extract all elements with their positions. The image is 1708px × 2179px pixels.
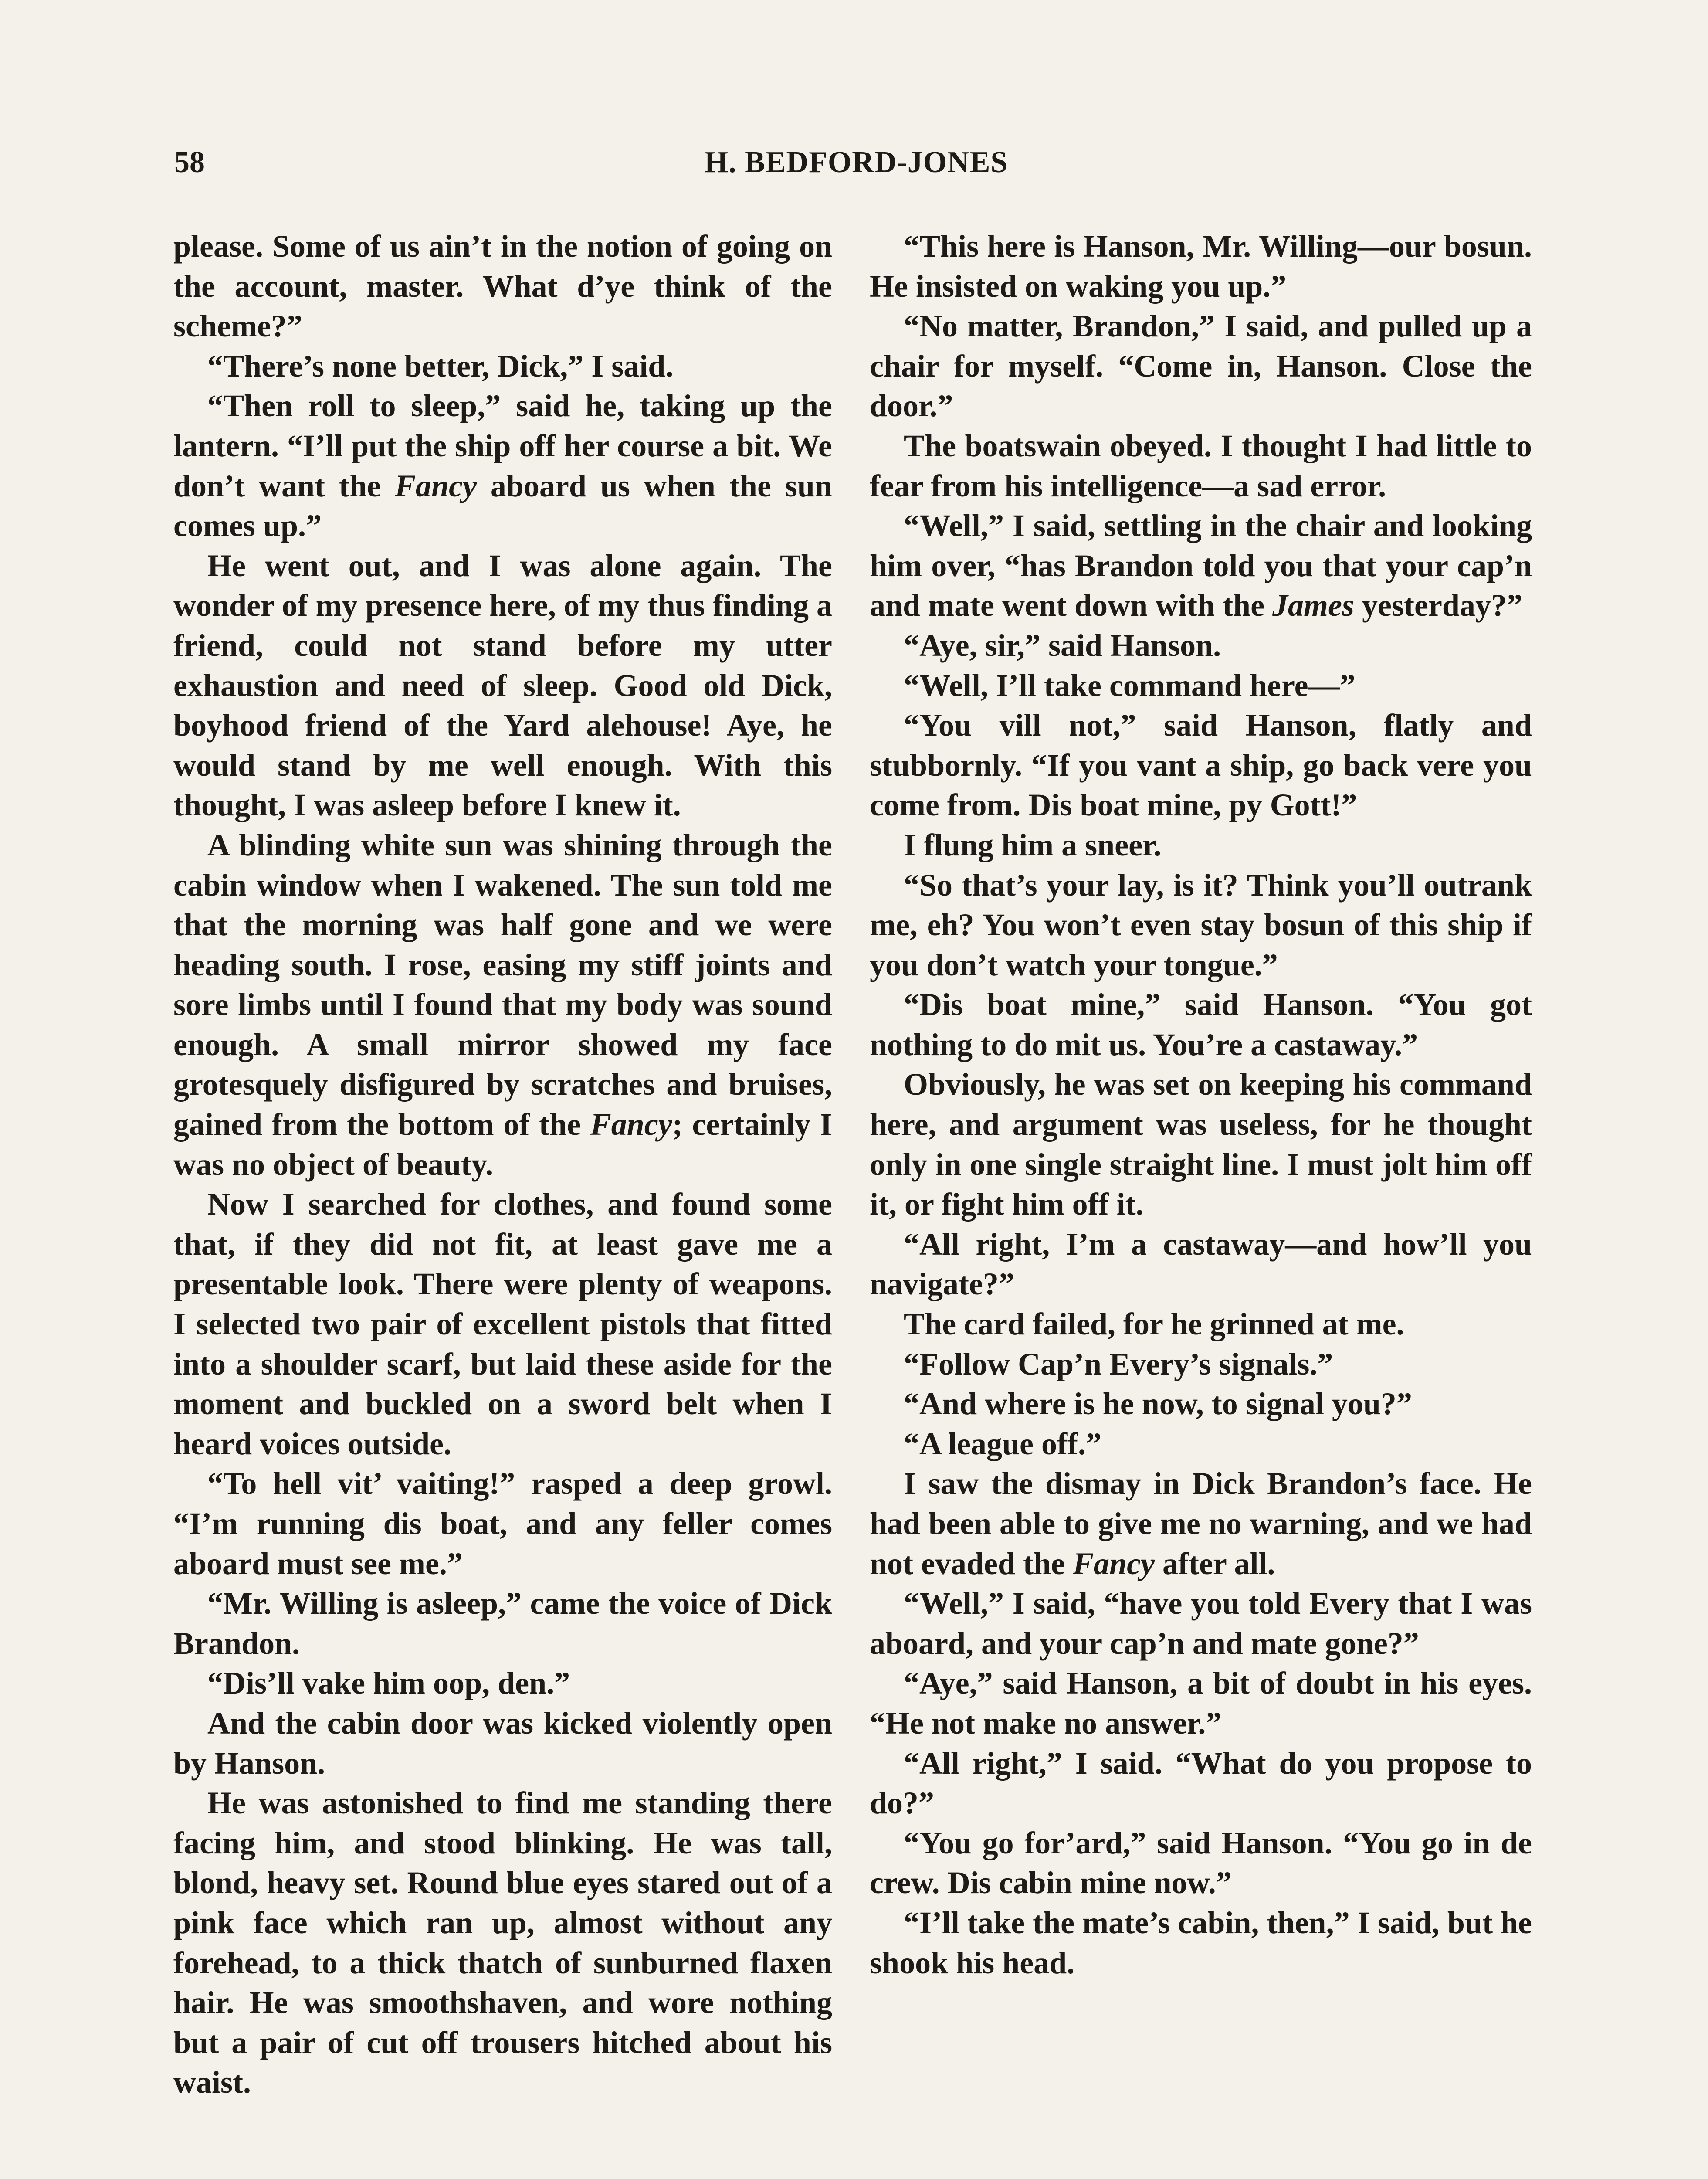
paragraph: “Well,” I said, settling in the chair and looking him over, “has Brandon told you that your cap’n and mate went down with the James yesterday?” bbox=[870, 508, 1532, 623]
left-column bbox=[173, 227, 832, 2103]
paragraph: “All right,” I said. “What do you propose to do?” bbox=[870, 1745, 1532, 1821]
paragraph: And the cabin door was kicked violently open by Hanson. bbox=[173, 1705, 832, 1781]
paragraph: “Dis boat mine,” said Hanson. “You got nothing to do mit us. You’re a castaway.” bbox=[870, 987, 1532, 1062]
paragraph: A blinding white sun was shining through the cabin window when I wakened. The sun told me that the morning was half gone and we were heading south. I rose, easing my stiff joints and sore limbs until I found that my body was sound enough. A small mirror showed my face grotesquely disfigured by scratches and bruises, gained from the bottom of the Fancy; certainly I was no object of beauty. bbox=[173, 827, 832, 1182]
paragraph: The boatswain obeyed. I thought I had little to fear from his intelligence—a sad error. bbox=[870, 428, 1532, 503]
paragraph: “Dis’ll vake him oop, den.” bbox=[207, 1666, 570, 1701]
paragraph: “Well,” I said, “have you told Every that I was aboard, and your cap’n and mate gone?” bbox=[870, 1586, 1532, 1661]
paragraph: I saw the dismay in Dick Brandon’s face. He had been able to give me no warning, and we had not evaded the Fancy after all. bbox=[870, 1466, 1532, 1581]
paragraph: “There’s none better, Dick,” I said. bbox=[207, 348, 674, 384]
paragraph: “Aye,” said Hanson, a bit of doubt in his eyes. “He not make no answer.” bbox=[870, 1666, 1532, 1741]
paragraph: “I’ll take the mate’s cabin, then,” I said, but he shook his head. bbox=[870, 1905, 1532, 1980]
paragraph: “A league off.” bbox=[904, 1426, 1101, 1461]
paragraph: “No matter, Brandon,” I said, and pulled up a chair for myself. “Come in, Hanson. Close the door.” bbox=[870, 309, 1532, 424]
paragraph: “Then roll to sleep,” said he, taking up the lantern. “I’ll put the ship off her course a bit. We don’t want the Fancy aboard us when the sun comes up.” bbox=[173, 388, 832, 543]
paragraph: He went out, and I was alone again. The wonder of my presence here, of my thus finding a friend, could not stand before my utter exhaustion and need of sleep. Good old Dick, boyhood friend of the Yard alehouse! Aye, he would stand by me well enough. With this thought, I was asleep before I knew it. bbox=[173, 548, 832, 823]
paragraph: “Well, I’ll take command here—” bbox=[904, 668, 1356, 703]
paragraph: “Mr. Willing is asleep,” came the voice of Dick Brandon. bbox=[173, 1586, 832, 1661]
paragraph: The card failed, for he grinned at me. bbox=[904, 1307, 1404, 1342]
paragraph: I flung him a sneer. bbox=[904, 827, 1162, 862]
paragraph: “You vill not,” said Hanson, flatly and stubbornly. “If you vant a ship, go back vere you come from. Dis boat mine, py Gott!” bbox=[870, 708, 1532, 823]
paragraph: “Follow Cap’n Every’s signals.” bbox=[904, 1346, 1333, 1381]
paragraph: He was astonished to find me standing there facing him, and stood blinking. He was tall, blond, heavy set. Round blue eyes stared out of a pink face which ran up, almost without any forehead, to a thick thatch of sunburned flaxen hair. He was smoothshaven, and wore nothing but a pair of cut off trousers hitched about his waist. bbox=[173, 1785, 832, 2100]
paragraph: “So that’s your lay, is it? Think you’ll outrank me, eh? You won’t even stay bosun of this ship if you don’t watch your tongue.” bbox=[870, 867, 1532, 982]
paragraph: “To hell vit’ vaiting!” rasped a deep growl. “I’m running dis boat, and any feller comes aboard must see me.” bbox=[173, 1466, 832, 1581]
paragraph: “This here is Hanson, Mr. Willing—our bosun. He insisted on waking you up.” bbox=[870, 229, 1532, 304]
right-column bbox=[870, 227, 1532, 1983]
page-header bbox=[174, 139, 1538, 187]
paragraph: “Aye, sir,” said Hanson. bbox=[904, 628, 1221, 663]
running-title: H. BEDFORD-JONES bbox=[704, 146, 1008, 179]
paragraph: Obviously, he was set on keeping his command here, and argument was useless, for he thought only in one single straight line. I must jolt him off it, or fight him off it. bbox=[870, 1067, 1532, 1222]
paragraph: please. Some of us ain’t in the notion of going on the account, master. What d’ye think of the scheme?” bbox=[173, 229, 832, 344]
paragraph: Now I searched for clothes, and found some that, if they did not fit, at least gave me a presentable look. There were plenty of weapons. I selected two pair of excellent pistols that fitted into a shoulder scarf, but laid these aside for the moment and buckled on a sword belt when I heard voices outside. bbox=[173, 1187, 832, 1461]
paragraph: “You go for’ard,” said Hanson. “You go in de crew. Dis cabin mine now.” bbox=[870, 1825, 1532, 1901]
paragraph: “And where is he now, to signal you?” bbox=[904, 1386, 1412, 1422]
page-number: 58 bbox=[174, 146, 205, 179]
paragraph: “All right, I’m a castaway—and how’ll you navigate?” bbox=[870, 1226, 1532, 1302]
